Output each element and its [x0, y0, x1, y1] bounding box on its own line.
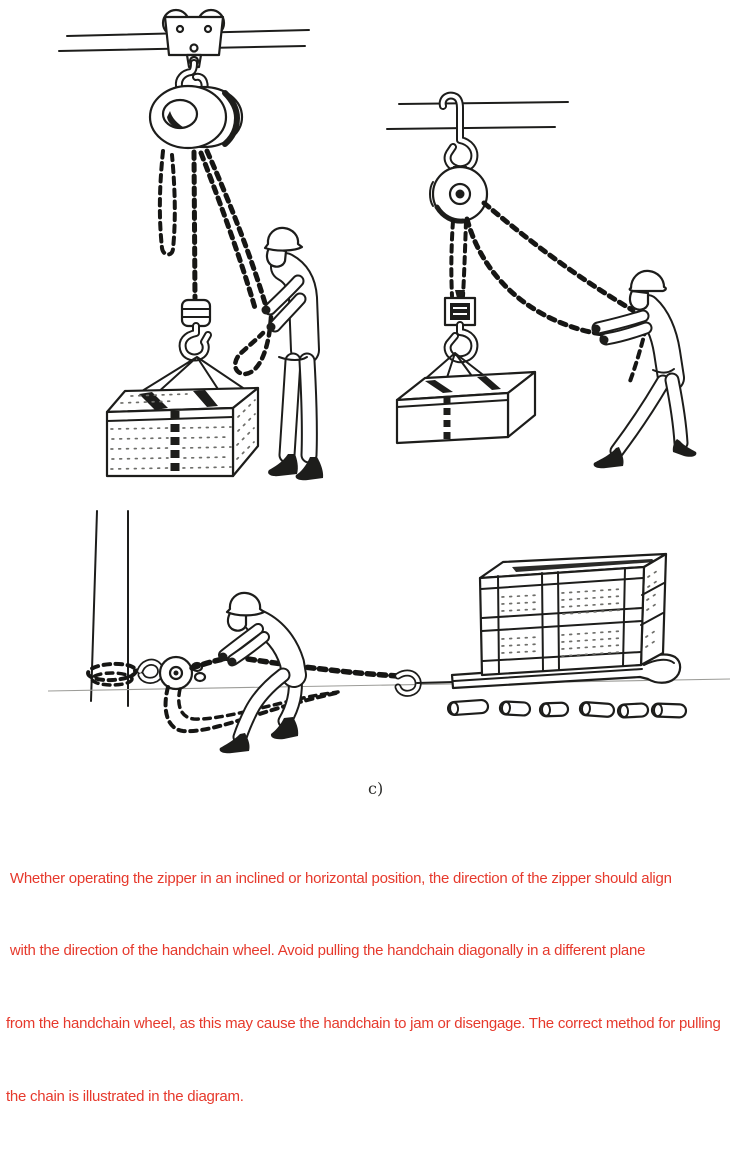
hand [262, 306, 271, 315]
lifting-hook [182, 300, 210, 357]
hand-chain [160, 151, 271, 374]
hand [267, 323, 276, 332]
crate [107, 388, 258, 476]
crate [397, 372, 535, 443]
load-chain [451, 221, 466, 296]
figure-b-inclined-pull [385, 90, 725, 490]
overhead-beam [387, 102, 568, 129]
chain-hoist-block [160, 657, 205, 689]
figure-a-vertical-pull [55, 5, 375, 505]
chain-hoist-block [150, 86, 242, 148]
figure-c-horizontal-pull [40, 505, 740, 775]
hand [600, 336, 609, 345]
worker-figure [592, 271, 697, 468]
figure-c-label: c) [368, 779, 384, 798]
hand [592, 325, 601, 334]
anchor-hook-icon [140, 662, 161, 680]
hand [228, 658, 237, 667]
caption-line-2: with the direction of the handchain wheel. Avoid pulling the handchain diagonally in a different plane [6, 942, 646, 960]
pull-chain-right [248, 659, 398, 676]
hard-hat-icon [265, 228, 302, 251]
caption-line-3: from the handchain wheel, as this may cause the handchain to jam or disengage. The correct method for pulling [6, 1015, 721, 1033]
beam-trolley [163, 10, 224, 67]
caption-block [6, 818, 748, 1158]
load-chain [194, 152, 195, 298]
tow-hook-icon [398, 673, 454, 693]
caption-line-1: Whether operating the zipper in an inclined or horizontal position, the direction of the zipper should align [6, 869, 672, 887]
top-hook-icon [443, 96, 475, 170]
load-block [445, 290, 475, 325]
worker-head [630, 291, 648, 310]
worker-figure [262, 228, 324, 480]
hand [219, 653, 228, 662]
hard-hat-icon [227, 593, 264, 615]
lifting-hook [448, 325, 475, 359]
anchor-chain-wrap [88, 663, 144, 685]
caption-line-4: the chain is illustrated in the diagram. [6, 1088, 244, 1106]
crate [480, 554, 666, 675]
chain-hoist-block [430, 166, 487, 221]
hard-hat-icon [630, 271, 666, 291]
hand-chain [467, 203, 646, 384]
